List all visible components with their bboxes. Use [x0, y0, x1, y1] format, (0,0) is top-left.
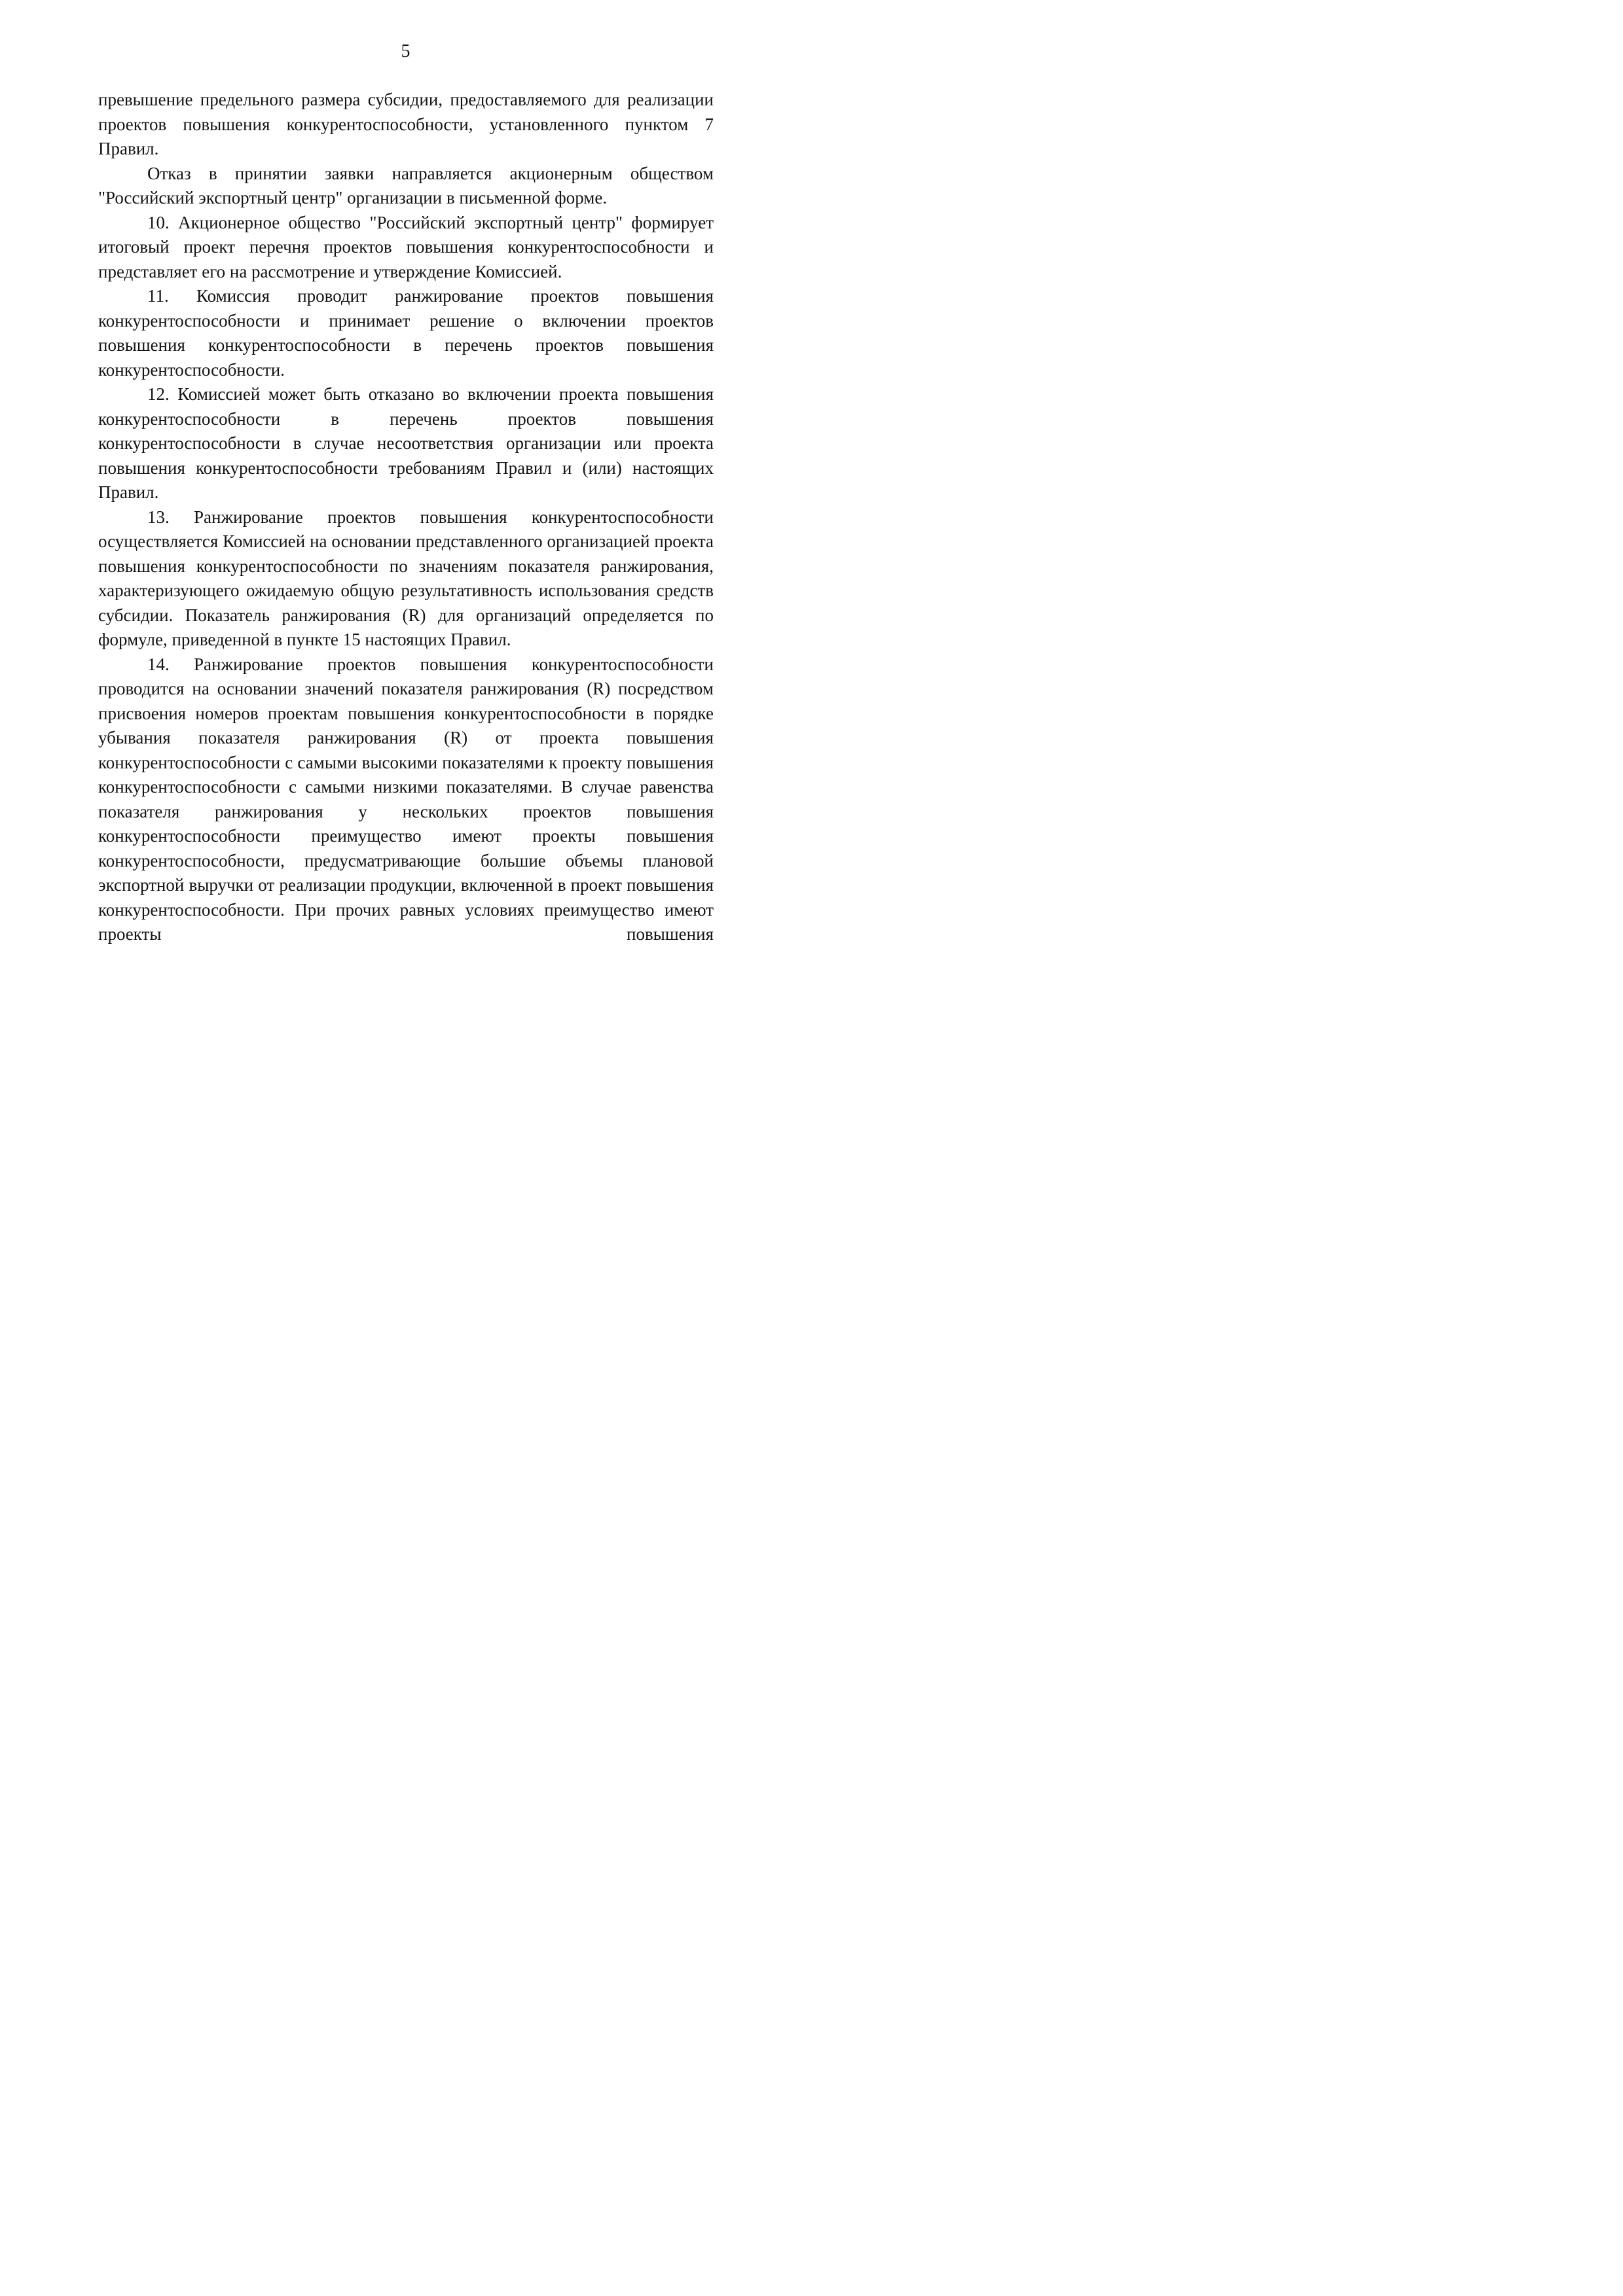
document-body: [98, 88, 714, 947]
paragraph-item-13: 13. Ранжирование проектов повышения конкурентоспособности осуществляется Комиссией на основании представленного организацией проекта повышения конкурентоспособности по значениям показателя ранжирования, характеризующего ожидаемую общую результативность использования средств субсидии. Показатель ранжирования (R) для организаций определяется по формуле, приведенной в пункте 15 настоящих Правил.: [98, 507, 714, 649]
page-number: 5: [401, 41, 410, 62]
paragraph-continuation: превышение предельного размера субсидии, предоставляемого для реализации проектов повышения конкурентоспособности, установленного пунктом 7 Правил.: [98, 90, 714, 158]
paragraph-item-11: 11. Комиссия проводит ранжирование проектов повышения конкурентоспособности и принимает решение о включении проектов повышения конкурентоспособности в перечень проектов повышения конкурентоспособности.: [98, 286, 714, 380]
paragraph-item-10: 10. Акционерное общество "Российский экспортный центр" формирует итоговый проект перечня проектов повышения конкурентоспособности и представляет его на рассмотрение и утверждение Комиссией.: [98, 212, 714, 281]
document-page: [0, 0, 811, 1148]
paragraph-item-14: 14. Ранжирование проектов повышения конкурентоспособности проводится на основании значений показателя ранжирования (R) посредством присвоения номеров проектам повышения конкурентоспособности в порядке убывания показателя ранжирования (R) от проекта повышения конкурентоспособности с самыми высокими показателями к проекту повышения конкурентоспособности с самыми низкими показателями. В случае равенства показателя ранжирования у нескольких проектов повышения конкурентоспособности преимущество имеют проекты повышения конкурентоспособности, предусматривающие большие объемы плановой экспортной выручки от реализации продукции, включенной в проект повышения конкурентоспособности. При прочих равных условиях преимущество имеют проекты повышения: [98, 654, 714, 944]
paragraph-refusal-notice: Отказ в принятии заявки направляется акционерным обществом "Российский экспортный центр" организации в письменной форме.: [98, 163, 714, 207]
paragraph-item-12: 12. Комиссией может быть отказано во включении проекта повышения конкурентоспособности в перечень проектов повышения конкурентоспособности в случае несоответствия организации или проекта повышения конкурентоспособности требованиям Правил и (или) настоящих Правил.: [98, 384, 714, 502]
